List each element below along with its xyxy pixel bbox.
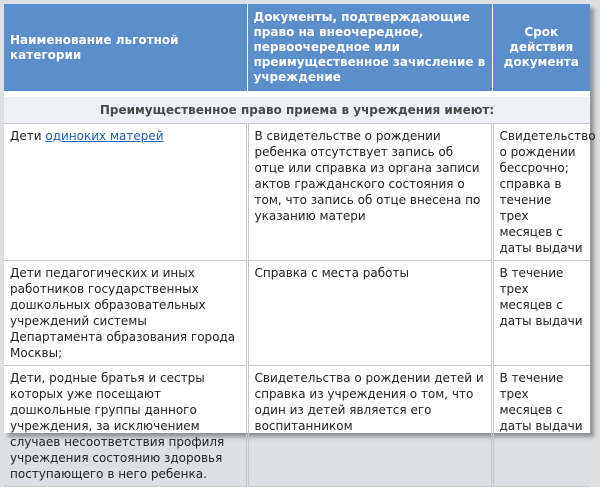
row-category-prefix: Дети <box>10 129 46 143</box>
header-documents: Документы, подтверждающие право на внеочередное, первоочередное или преимущественное зачисление в учреждение <box>247 4 492 91</box>
table-header-row <box>4 4 590 91</box>
row-category-cell: Дети педагогических и иных работников государственных дошкольных образовательных учреждений системы Департамента образования города Москвы; <box>4 261 247 366</box>
row-validity-cell: В течение трех месяцев с даты выдачи <box>492 366 590 487</box>
table-row <box>4 261 590 366</box>
header-category: Наименование льготной категории <box>4 4 247 91</box>
row-validity-cell: В течение трех месяцев с даты выдачи <box>492 261 590 366</box>
row-documents-cell: Справка с места работы <box>247 261 492 366</box>
row-validity-cell: Свидетельство о рождении бессрочно; справка в течение трех месяцев с даты выдачи <box>492 124 590 261</box>
table-row <box>4 366 590 487</box>
header-validity: Срок действия документа <box>492 4 590 91</box>
row-documents-cell: В свидетельстве о рождении ребенка отсутствует запись об отце или справка из органа записи актов гражданского состояния о том, что запись об отце внесена по указанию матери <box>247 124 492 261</box>
row-documents-cell: Свидетельства о рождении детей и справка из учреждения о том, что один из детей является его воспитанником <box>247 366 492 487</box>
section-title: Преимущественное право приема в учреждения имеют: <box>4 97 590 124</box>
benefit-categories-table <box>4 4 596 487</box>
single-mothers-link[interactable]: одиноких матерей <box>45 129 164 143</box>
row-category-cell <box>4 124 247 261</box>
table-row <box>4 124 590 261</box>
section-row <box>4 97 590 124</box>
row-category-cell: Дети, родные братья и сестры которых уже посещают дошкольные группы данного учреждения, за исключением случаев несоответствия профиля учреждения состоянию здоровья поступающего в него ребенка. <box>4 366 247 487</box>
benefit-table-frame <box>4 4 596 481</box>
